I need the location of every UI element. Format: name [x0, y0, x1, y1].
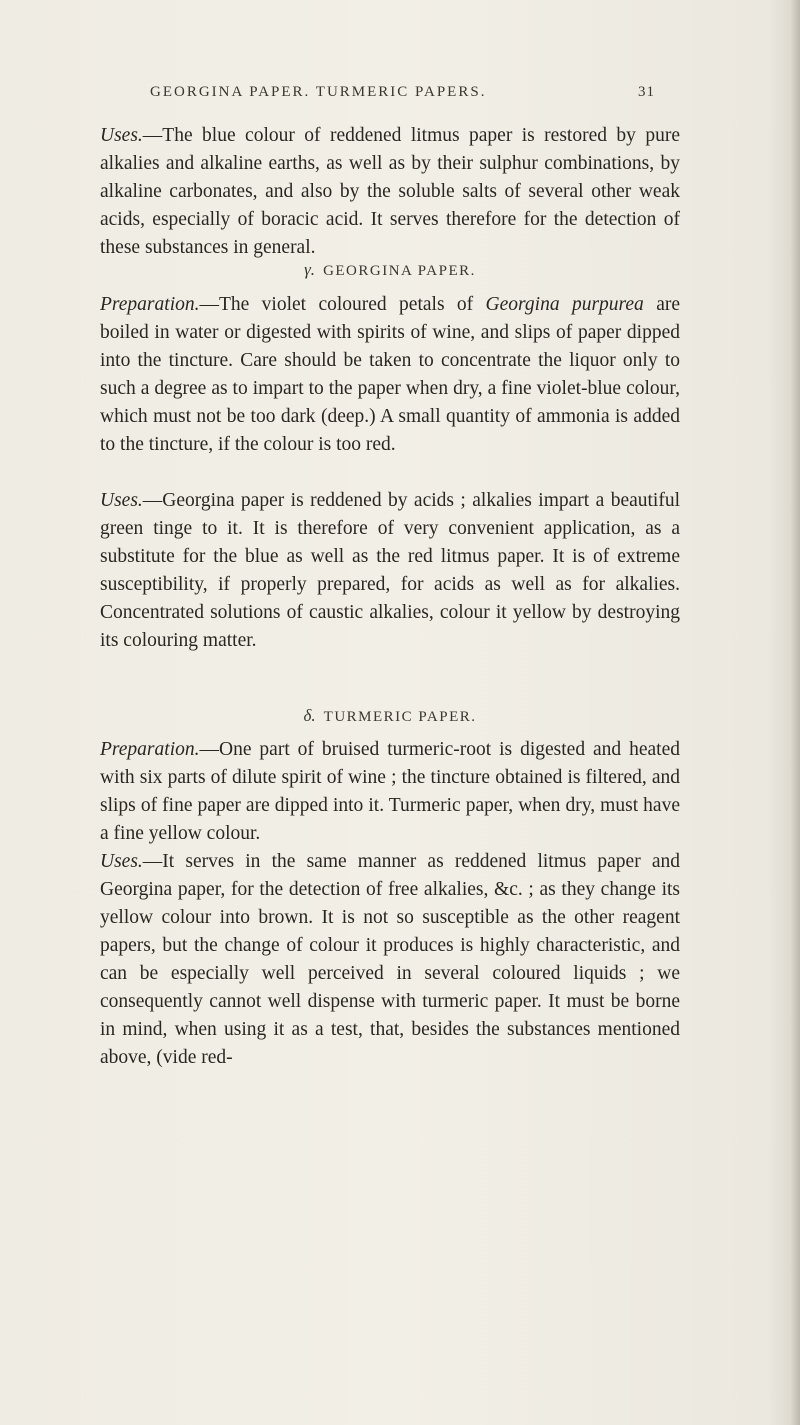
section-title: GEORGINA PAPER.: [323, 263, 476, 279]
page-edge-shadow: [790, 0, 800, 1425]
paragraph-lead-uses: Uses.: [100, 125, 143, 146]
paragraph-preparation-georgina: [100, 291, 680, 459]
paragraph-lead-preparation: Preparation.: [100, 294, 200, 315]
paragraph-preparation-turmeric: [100, 736, 680, 848]
section-letter: δ.: [303, 706, 316, 725]
page-number: 31: [638, 84, 655, 100]
section-heading-turmeric: [100, 706, 680, 726]
paragraph-uses-georgina: [100, 487, 680, 655]
paragraph-body: are boiled in water or digested with spirits of wine, and slips of paper dipped into the tincture. Care should be taken to concentrate the liquor only to such a degree as to impart to the paper when dry, a fine violet-blue colour, which must not be too dark (deep.) A small quantity of ammonia is added to the tincture, if the colour is too red.: [100, 294, 680, 455]
paragraph-body: —Georgina paper is reddened by acids ; alkalies impart a beautiful green tinge to it. It is therefore of very convenient application, as a substitute for the blue as well as the red litmus paper. It is of extreme susceptibility, if properly prepared, for acids as well as for alkalies. Concentrated solutions of caustic alkalies, colour it yellow by destroying its colouring matter.: [100, 490, 680, 651]
paragraph-lead-preparation: Preparation.: [100, 739, 200, 760]
paragraph-body: —The violet coloured petals of: [199, 294, 486, 315]
paragraph-uses-litmus: [100, 122, 680, 262]
running-header: [150, 84, 655, 108]
section-heading-georgina: [100, 260, 680, 280]
paragraph-body: —One part of bruised turmeric-root is digested and heated with six parts of dilute spirit of wine ; the tincture obtained is filtered, and slips of fine paper are dipped into it. Turmeric paper, when dry, must have a fine yellow colour.: [100, 739, 680, 844]
paragraph-body: —It serves in the same manner as reddened litmus paper and Georgina paper, for the detection of free alkalies, &c. ; as they change its yellow colour into brown. It is not so susceptible as the other reagent papers, but the change of colour it produces is highly characteristic, and can be especially well perceived in several coloured liquids ; we consequently cannot well dispense with turmeric paper. It must be borne in mind, when using it as a test, that, besides the substances mentioned above, (vide red-: [100, 851, 680, 1068]
paragraph-body: —The blue colour of reddened litmus paper is restored by pure alkalies and alkaline earths, as well as by their sulphur combinations, by alkaline carbonates, and also by the soluble salts of several other weak acids, especially of boracic acid. It serves therefore for the detection of these substances in general.: [100, 125, 680, 258]
paragraph-uses-turmeric: [100, 848, 680, 1072]
running-title: GEORGINA PAPER. TURMERIC PAPERS.: [150, 84, 487, 100]
section-title: TURMERIC PAPER.: [323, 709, 477, 725]
section-letter: γ.: [304, 260, 316, 279]
paragraph-lead-uses: Uses.: [100, 851, 143, 872]
paragraph-lead-uses: Uses.: [100, 490, 143, 511]
species-name: Georgina purpurea: [485, 294, 644, 315]
